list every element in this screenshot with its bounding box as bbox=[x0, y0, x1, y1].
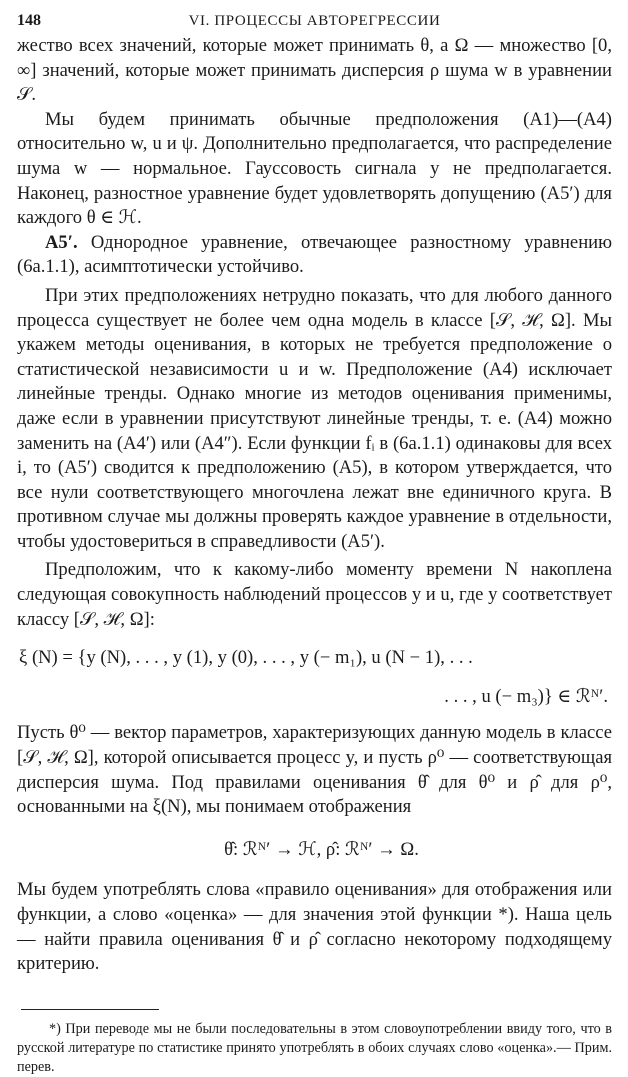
formula-observations-line2: . . . , u (− m₃)} ∈ ℛᴺ′. bbox=[444, 685, 608, 707]
page-header bbox=[17, 8, 612, 34]
formula-mappings: θ̂: ℛᴺ′ → ℋ, ρ̂: ℛᴺ′ → Ω. bbox=[224, 838, 419, 860]
paragraph-continuation: жество всех значений, которые может принимать θ, а Ω — множество [0, ∞] значений, которые может принимать дисперсия ρ шума w в уравнении 𝒮. bbox=[17, 35, 612, 106]
footnote: *) При переводе мы не были последовательны в этом словоупотреблении ввиду того, что в русской литературе по статистике принято употреблять в обоих случаях слово «оценка».— Прим. перев. bbox=[17, 1020, 612, 1075]
footnote-divider bbox=[21, 1009, 159, 1010]
paragraph-terminology: Мы будем употреблять слова «правило оценивания» для отображения или функции, а слово «оценка» — для значения этой функции *). Наша цель — найти правила оценивания θ̂ и ρ̂ согласно некоторому подходящему критерию. bbox=[17, 879, 612, 975]
paragraph-estimation-rules: Пусть θ⁰ — вектор параметров, характеризующих данную модель в классе [𝒮, ℋ, Ω], которой описывается процесс y, и пусть ρ⁰ — соответствующая дисперсия шума. Под правилами оценивания θ̂ для θ⁰ и ρ̂ для ρ⁰, основанными на ξ(N), мы понимаем отображения bbox=[17, 722, 612, 818]
assumption-a5-prime bbox=[17, 231, 612, 280]
paragraph-observations: Предположим, что к какому-либо моменту времени N накоплена следующая совокупность наблюдений процессов y и u, где y соответствует классу [𝒮, ℋ, Ω]: bbox=[17, 559, 612, 630]
assumption-text: Однородное уравнение, отвечающее разностному уравнению (6a.1.1), асимптотически устойчиво. bbox=[17, 231, 612, 278]
running-title: VI. ПРОЦЕССЫ АВТОРЕГРЕССИИ bbox=[188, 13, 441, 29]
formula-observations-line1: ξ (N) = {y (N), . . . , y (1), y (0), . . . , y (− m₁), u (N − 1), . . . bbox=[19, 647, 473, 669]
paragraph-models: При этих предположениях нетрудно показать, что для любого данного процесса существует не более чем одна модель в классе [𝒮, ℋ, Ω]. Мы укажем методы оценивания, в которых не требуется предположение о статистической независимости u и w. Предположение (A4) исключает линейные тренды. Однако многие из методов оценивания применимы, даже если в уравнении присутствуют линейные тренды, т. е. (A4) можно заменить на (A4′) или (A4″). Если функции fᵢ в (6a.1.1) одинаковы для всех i, то (A5′) сводится к предположению (A5), в котором утверждается, что все нули соответствующего многочлена лежат вне единичного круга. В противном случае мы должны проверять каждое уравнение в отдельности, чтобы удостовериться в справедливости (A5′). bbox=[17, 284, 612, 552]
assumption-label: A5′. bbox=[45, 231, 78, 253]
page-number: 148 bbox=[17, 12, 41, 29]
paragraph-assumptions: Мы будем принимать обычные предположения (A1)—(A4) относительно w, u и ψ. Дополнительно предполагается, что распределение шума w — нормальное. Гауссовость сигнала y не предполагается. Наконец, разностное уравнение будет удовлетворять допущению (A5′) для каждого θ ∈ ℋ. bbox=[17, 108, 612, 229]
